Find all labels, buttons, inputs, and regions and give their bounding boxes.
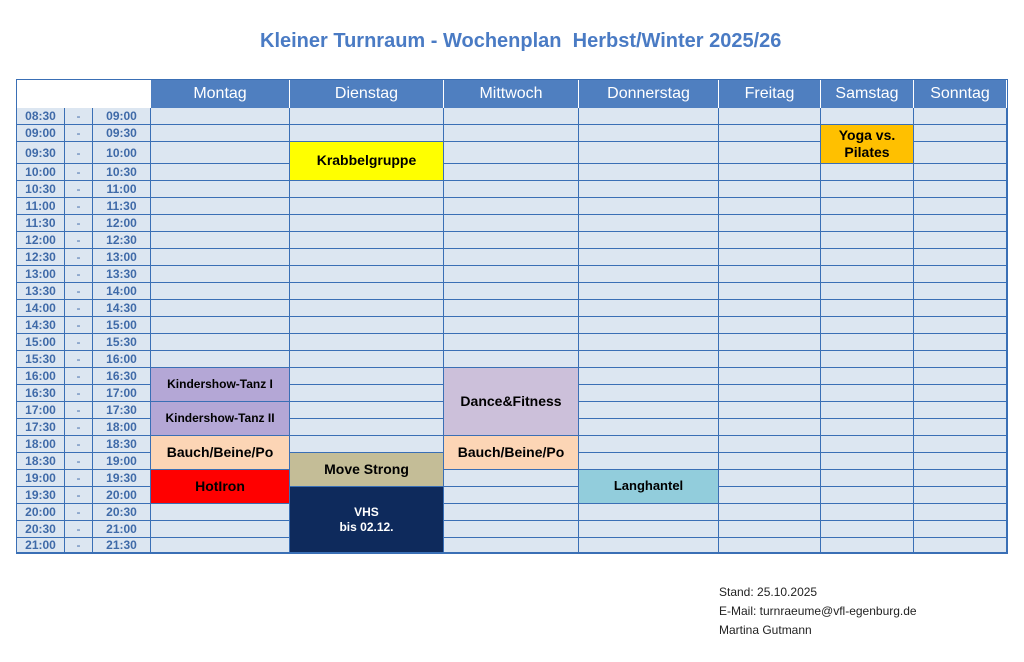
time-end: 20:00 xyxy=(93,487,151,504)
time-separator: - xyxy=(65,334,93,351)
slot-cell xyxy=(579,125,719,142)
event-block: Krabbelgruppe xyxy=(290,142,444,181)
time-separator: - xyxy=(65,198,93,215)
slot-cell xyxy=(290,283,444,300)
slot-cell xyxy=(444,198,579,215)
event-block: Kindershow-Tanz I xyxy=(151,368,290,402)
slot-cell xyxy=(444,521,579,538)
slot-cell xyxy=(579,538,719,553)
slot-cell xyxy=(579,181,719,198)
day-header-2: Dienstag xyxy=(290,80,444,108)
slot-cell xyxy=(444,300,579,317)
time-separator: - xyxy=(65,142,93,164)
time-end: 10:00 xyxy=(93,142,151,164)
time-separator: - xyxy=(65,351,93,368)
slot-cell xyxy=(914,198,1007,215)
event-block: Move Strong xyxy=(290,453,444,487)
slot-cell xyxy=(914,504,1007,521)
slot-cell xyxy=(821,108,914,125)
time-separator: - xyxy=(65,300,93,317)
time-start: 13:30 xyxy=(17,283,65,300)
slot-cell xyxy=(579,198,719,215)
slot-cell xyxy=(444,334,579,351)
slot-cell xyxy=(290,108,444,125)
event-block: HotIron xyxy=(151,470,290,504)
event-block: Bauch/Beine/Po xyxy=(151,436,290,470)
event-block: Langhantel xyxy=(579,470,719,504)
time-end: 15:00 xyxy=(93,317,151,334)
slot-cell xyxy=(821,419,914,436)
slot-cell xyxy=(290,249,444,266)
slot-cell xyxy=(719,402,821,419)
time-end: 15:30 xyxy=(93,334,151,351)
time-start: 17:30 xyxy=(17,419,65,436)
footer-name: Martina Gutmann xyxy=(719,623,812,637)
slot-cell xyxy=(719,283,821,300)
slot-cell xyxy=(914,368,1007,385)
slot-cell xyxy=(821,317,914,334)
slot-cell xyxy=(821,300,914,317)
slot-cell xyxy=(914,402,1007,419)
time-separator: - xyxy=(65,317,93,334)
footer xyxy=(719,583,917,640)
time-start: 19:30 xyxy=(17,487,65,504)
time-separator: - xyxy=(65,453,93,470)
slot-cell xyxy=(579,283,719,300)
page-title-wrap xyxy=(0,30,1024,53)
slot-cell xyxy=(914,108,1007,125)
slot-cell xyxy=(821,402,914,419)
footer-email: E-Mail: turnraeume@vfl-egenburg.de xyxy=(719,604,917,618)
time-separator: - xyxy=(65,266,93,283)
time-separator: - xyxy=(65,385,93,402)
slot-cell xyxy=(290,317,444,334)
event-block: Bauch/Beine/Po xyxy=(444,436,579,470)
event-block: Yoga vs. Pilates xyxy=(821,125,914,164)
slot-cell xyxy=(444,142,579,164)
time-end: 16:30 xyxy=(93,368,151,385)
slot-cell xyxy=(719,164,821,181)
slot-cell xyxy=(821,504,914,521)
time-start: 18:00 xyxy=(17,436,65,453)
slot-cell xyxy=(821,453,914,470)
slot-cell xyxy=(444,487,579,504)
slot-cell xyxy=(821,436,914,453)
time-separator: - xyxy=(65,487,93,504)
slot-cell xyxy=(719,181,821,198)
slot-cell xyxy=(151,300,290,317)
slot-cell xyxy=(579,300,719,317)
time-start: 20:30 xyxy=(17,521,65,538)
slot-cell xyxy=(444,538,579,553)
time-end: 14:30 xyxy=(93,300,151,317)
slot-cell xyxy=(579,402,719,419)
time-start: 13:00 xyxy=(17,266,65,283)
slot-cell xyxy=(719,125,821,142)
slot-cell xyxy=(914,436,1007,453)
slot-cell xyxy=(719,487,821,504)
slot-cell xyxy=(579,436,719,453)
slot-cell xyxy=(579,334,719,351)
time-start: 19:00 xyxy=(17,470,65,487)
slot-cell xyxy=(579,521,719,538)
slot-cell xyxy=(290,198,444,215)
slot-cell xyxy=(290,385,444,402)
slot-cell xyxy=(914,232,1007,249)
slot-cell xyxy=(579,351,719,368)
slot-cell xyxy=(719,334,821,351)
slot-cell xyxy=(579,317,719,334)
slot-cell xyxy=(151,351,290,368)
slot-cell xyxy=(719,470,821,487)
slot-cell xyxy=(151,504,290,521)
slot-cell xyxy=(821,385,914,402)
slot-cell xyxy=(821,215,914,232)
slot-cell xyxy=(821,334,914,351)
slot-cell xyxy=(821,470,914,487)
time-separator: - xyxy=(65,521,93,538)
slot-cell xyxy=(290,436,444,453)
time-separator: - xyxy=(65,470,93,487)
time-end: 11:00 xyxy=(93,181,151,198)
time-end: 18:00 xyxy=(93,419,151,436)
time-separator: - xyxy=(65,249,93,266)
time-separator: - xyxy=(65,504,93,521)
slot-cell xyxy=(151,538,290,553)
time-end: 19:30 xyxy=(93,470,151,487)
slot-cell xyxy=(821,521,914,538)
slot-cell xyxy=(444,266,579,283)
slot-cell xyxy=(719,108,821,125)
slot-cell xyxy=(151,142,290,164)
time-end: 17:30 xyxy=(93,402,151,419)
slot-cell xyxy=(821,368,914,385)
slot-cell xyxy=(151,164,290,181)
slot-cell xyxy=(151,317,290,334)
slot-cell xyxy=(579,142,719,164)
slot-cell xyxy=(719,368,821,385)
time-start: 08:30 xyxy=(17,108,65,125)
time-start: 16:30 xyxy=(17,385,65,402)
slot-cell xyxy=(444,125,579,142)
page-title: Kleiner Turnraum - Wochenplan Herbst/Winter 2025/26 xyxy=(260,30,782,52)
time-start: 12:00 xyxy=(17,232,65,249)
time-end: 21:00 xyxy=(93,521,151,538)
slot-cell xyxy=(444,283,579,300)
slot-cell xyxy=(821,198,914,215)
slot-cell xyxy=(579,368,719,385)
time-end: 18:30 xyxy=(93,436,151,453)
slot-cell xyxy=(151,198,290,215)
slot-cell xyxy=(579,385,719,402)
time-end: 17:00 xyxy=(93,385,151,402)
time-start: 11:30 xyxy=(17,215,65,232)
schedule-grid xyxy=(16,79,1008,554)
slot-cell xyxy=(579,249,719,266)
slot-cell xyxy=(290,232,444,249)
slot-cell xyxy=(579,108,719,125)
slot-cell xyxy=(290,125,444,142)
slot-cell xyxy=(444,249,579,266)
slot-cell xyxy=(579,504,719,521)
slot-cell xyxy=(719,249,821,266)
slot-cell xyxy=(821,538,914,553)
slot-cell xyxy=(290,419,444,436)
slot-cell xyxy=(719,142,821,164)
slot-cell xyxy=(719,419,821,436)
slot-cell xyxy=(914,419,1007,436)
slot-cell xyxy=(290,300,444,317)
time-separator: - xyxy=(65,215,93,232)
slot-cell xyxy=(914,300,1007,317)
event-block: Dance&Fitness xyxy=(444,368,579,436)
time-start: 14:30 xyxy=(17,317,65,334)
slot-cell xyxy=(719,317,821,334)
time-separator: - xyxy=(65,538,93,553)
slot-cell xyxy=(444,164,579,181)
slot-cell xyxy=(719,351,821,368)
day-header-4: Donnerstag xyxy=(579,80,719,108)
slot-cell xyxy=(719,232,821,249)
slot-cell xyxy=(914,538,1007,553)
slot-cell xyxy=(914,249,1007,266)
time-start: 12:30 xyxy=(17,249,65,266)
slot-cell xyxy=(719,436,821,453)
time-separator: - xyxy=(65,283,93,300)
slot-cell xyxy=(444,351,579,368)
slot-cell xyxy=(821,232,914,249)
time-start: 20:00 xyxy=(17,504,65,521)
slot-cell xyxy=(151,521,290,538)
time-end: 14:00 xyxy=(93,283,151,300)
slot-cell xyxy=(914,385,1007,402)
slot-cell xyxy=(719,198,821,215)
time-separator: - xyxy=(65,436,93,453)
slot-cell xyxy=(444,108,579,125)
time-end: 13:30 xyxy=(93,266,151,283)
time-start: 17:00 xyxy=(17,402,65,419)
time-end: 10:30 xyxy=(93,164,151,181)
time-start: 14:00 xyxy=(17,300,65,317)
slot-cell xyxy=(821,283,914,300)
time-start: 10:00 xyxy=(17,164,65,181)
time-end: 09:00 xyxy=(93,108,151,125)
slot-cell xyxy=(914,351,1007,368)
slot-cell xyxy=(821,266,914,283)
time-end: 19:00 xyxy=(93,453,151,470)
slot-cell xyxy=(444,504,579,521)
slot-cell xyxy=(151,249,290,266)
slot-cell xyxy=(914,317,1007,334)
time-start: 18:30 xyxy=(17,453,65,470)
slot-cell xyxy=(579,215,719,232)
time-end: 12:00 xyxy=(93,215,151,232)
day-header-7: Sonntag xyxy=(914,80,1007,108)
slot-cell xyxy=(821,351,914,368)
time-end: 09:30 xyxy=(93,125,151,142)
slot-cell xyxy=(719,266,821,283)
slot-cell xyxy=(719,521,821,538)
time-start: 16:00 xyxy=(17,368,65,385)
day-header-1: Montag xyxy=(151,80,290,108)
time-end: 11:30 xyxy=(93,198,151,215)
slot-cell xyxy=(821,249,914,266)
slot-cell xyxy=(151,215,290,232)
slot-cell xyxy=(719,300,821,317)
slot-cell xyxy=(151,266,290,283)
day-header-3: Mittwoch xyxy=(444,80,579,108)
time-start: 15:30 xyxy=(17,351,65,368)
slot-cell xyxy=(444,317,579,334)
slot-cell xyxy=(914,215,1007,232)
slot-cell xyxy=(290,181,444,198)
slot-cell xyxy=(151,108,290,125)
time-start: 09:00 xyxy=(17,125,65,142)
slot-cell xyxy=(821,164,914,181)
slot-cell xyxy=(290,368,444,385)
time-separator: - xyxy=(65,164,93,181)
time-separator: - xyxy=(65,181,93,198)
time-separator: - xyxy=(65,108,93,125)
slot-cell xyxy=(914,125,1007,142)
time-separator: - xyxy=(65,402,93,419)
slot-cell xyxy=(290,334,444,351)
slot-cell xyxy=(719,453,821,470)
slot-cell xyxy=(821,487,914,504)
slot-cell xyxy=(914,283,1007,300)
time-start: 15:00 xyxy=(17,334,65,351)
slot-cell xyxy=(151,181,290,198)
time-start: 11:00 xyxy=(17,198,65,215)
slot-cell xyxy=(579,453,719,470)
slot-cell xyxy=(151,283,290,300)
slot-cell xyxy=(719,385,821,402)
slot-cell xyxy=(151,334,290,351)
time-start: 09:30 xyxy=(17,142,65,164)
slot-cell xyxy=(914,181,1007,198)
slot-cell xyxy=(719,504,821,521)
slot-cell xyxy=(719,538,821,553)
slot-cell xyxy=(914,266,1007,283)
slot-cell xyxy=(914,164,1007,181)
slot-cell xyxy=(914,334,1007,351)
time-end: 16:00 xyxy=(93,351,151,368)
slot-cell xyxy=(914,142,1007,164)
slot-cell xyxy=(290,351,444,368)
slot-cell xyxy=(821,181,914,198)
slot-cell xyxy=(579,164,719,181)
slot-cell xyxy=(914,487,1007,504)
footer-stand: Stand: 25.10.2025 xyxy=(719,585,818,599)
slot-cell xyxy=(719,215,821,232)
time-start: 10:30 xyxy=(17,181,65,198)
time-separator: - xyxy=(65,419,93,436)
event-block: Kindershow-Tanz II xyxy=(151,402,290,436)
time-start: 21:00 xyxy=(17,538,65,553)
time-end: 12:30 xyxy=(93,232,151,249)
header-blank xyxy=(17,80,151,108)
time-end: 21:30 xyxy=(93,538,151,553)
time-end: 13:00 xyxy=(93,249,151,266)
slot-cell xyxy=(290,402,444,419)
slot-cell xyxy=(444,181,579,198)
time-separator: - xyxy=(65,125,93,142)
slot-cell xyxy=(151,232,290,249)
slot-cell xyxy=(914,470,1007,487)
slot-cell xyxy=(579,419,719,436)
event-block: VHS bis 02.12. xyxy=(290,487,444,553)
slot-cell xyxy=(444,470,579,487)
slot-cell xyxy=(579,232,719,249)
slot-cell xyxy=(914,521,1007,538)
slot-cell xyxy=(579,266,719,283)
slot-cell xyxy=(151,125,290,142)
time-separator: - xyxy=(65,368,93,385)
slot-cell xyxy=(290,266,444,283)
time-separator: - xyxy=(65,232,93,249)
slot-cell xyxy=(914,453,1007,470)
slot-cell xyxy=(444,215,579,232)
day-header-6: Samstag xyxy=(821,80,914,108)
time-end: 20:30 xyxy=(93,504,151,521)
slot-cell xyxy=(444,232,579,249)
slot-cell xyxy=(290,215,444,232)
day-header-5: Freitag xyxy=(719,80,821,108)
